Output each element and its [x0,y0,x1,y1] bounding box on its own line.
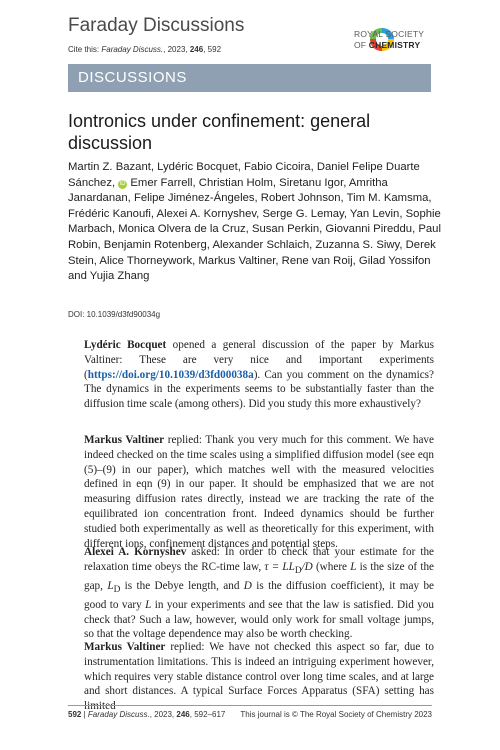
paragraph-4: Markus Valtiner replied: We have not checked this aspect so far, due to instrumentation limitations. This is indeed an intriguing experiment however, which requires very stable distance control over long time scales, and at large and short distances. A typical Surface Forces Apparatus (SFA) setting has limited [84,641,434,713]
page-number: 592 [68,710,82,719]
publisher-line1: ROYAL SOCIETY [354,29,425,39]
footer-divider [68,705,432,706]
citation-line [68,45,221,54]
footer-journal: Faraday Discuss. [87,710,150,719]
paragraph-2: Markus Valtiner replied: Thank you very much for this comment. We have indeed checked on the time scales using a simplified diffusion model (see eqn (5)–(9) in our paper), which matches well with the measured velocities defined in eqn (9) in our paper. It should be emphasized that we are not measuring diffusion rates directly, instead we are tracking the rate of the equilibrated ion concentration front. Indeed dynamics should be further studied both experimentally as well as theoretically for this experiment, with different ions, confinement distances and potential steps. [84,434,434,550]
article-title: Iontronics under confinement: general discussion [68,111,371,153]
authors-part1: Martin Z. Bazant, Lydéric Bocquet, Fabio Cicoira, Daniel Felipe Duarte Sánchez, [68,161,420,189]
author-list [68,160,448,285]
section-banner-label: DISCUSSIONS [78,69,187,86]
section-banner [68,64,431,92]
publisher-name [354,29,424,51]
speaker-name: Markus Valtiner [84,641,166,653]
orcid-icon[interactable]: iD [119,180,126,187]
footer-rights: This journal is © The Royal Society of Chemistry 2023 [240,710,432,719]
speaker-name: Lydéric Bocquet [84,339,167,351]
doi: DOI: 10.1039/d3fd90034g [68,310,161,319]
journal-title: Faraday Discussions [68,15,245,36]
cite-year: , 2023, [163,45,188,54]
cite-journal: Faraday Discuss. [101,45,164,54]
paragraph-3: Alexei A. Kornyshev asked: In order to check that your estimate for the relaxation time obeys the RC-time law, $\tau = LL_D/D$ (where L is the size of the gap, $L_D$ is the Debye length, and D is the diffusion coefficient), it may be good to vary L in your experiments and see that the law is satisfied. Did you check that? Such a law, however, would only work for small voltage jumps, so that the voltage dependence may also be worth checking. [84,546,435,641]
speaker-name: Alexei A. Kornyshev [84,546,187,558]
authors-part2: Emer Farrell, Christian Holm, Siretanu Igor, Amritha Janardanan, Felipe Jiménez-Ángeles, Robert Johnson, Tim M. Kamsma, Frédéric Kanoufi, Alexei A. Kornyshev, Serge G. Lemay, Yan Levin, Sophie Marbach, Monica Olvera de la Cruz, Susan Perkin, Giovanni Pireddu, Paul Robin, Benjamin Rotenberg, Alexander Schlaich, Zuzanna S. Siwy, Derek Stein, Alice Thorneywork, Markus Valtiner, Rene van Roij, Gilad Yossifon and Yujia Zhang [68,176,441,283]
cite-label: Cite this: [68,45,100,54]
speaker-name: Markus Valtiner [84,434,165,446]
footer-volume: 246 [176,710,190,719]
page-footer: 592 | Faraday Discuss., 2023, 246, 592–617 This journal is © The Royal Society of Chemistry 2023 [68,710,432,719]
doi-link[interactable]: https://doi.org/10.1039/d3fd00038a [87,368,254,381]
cite-volume: 246 [189,45,204,54]
cite-page: , 592 [203,45,222,54]
paragraph-1: Lydéric Bocquet opened a general discussion of the paper by Markus Valtiner: These are very nice and important experiments (https://doi.org/10.1039/d3fd00038a). Can you comment on the dynamics? The dynamics in the experiments seems to be substantially faster than the diffusion time scale (among others). Did you study this more exhaustively? [84,339,434,411]
publisher-line2: OF CHEMISTRY [354,40,421,50]
